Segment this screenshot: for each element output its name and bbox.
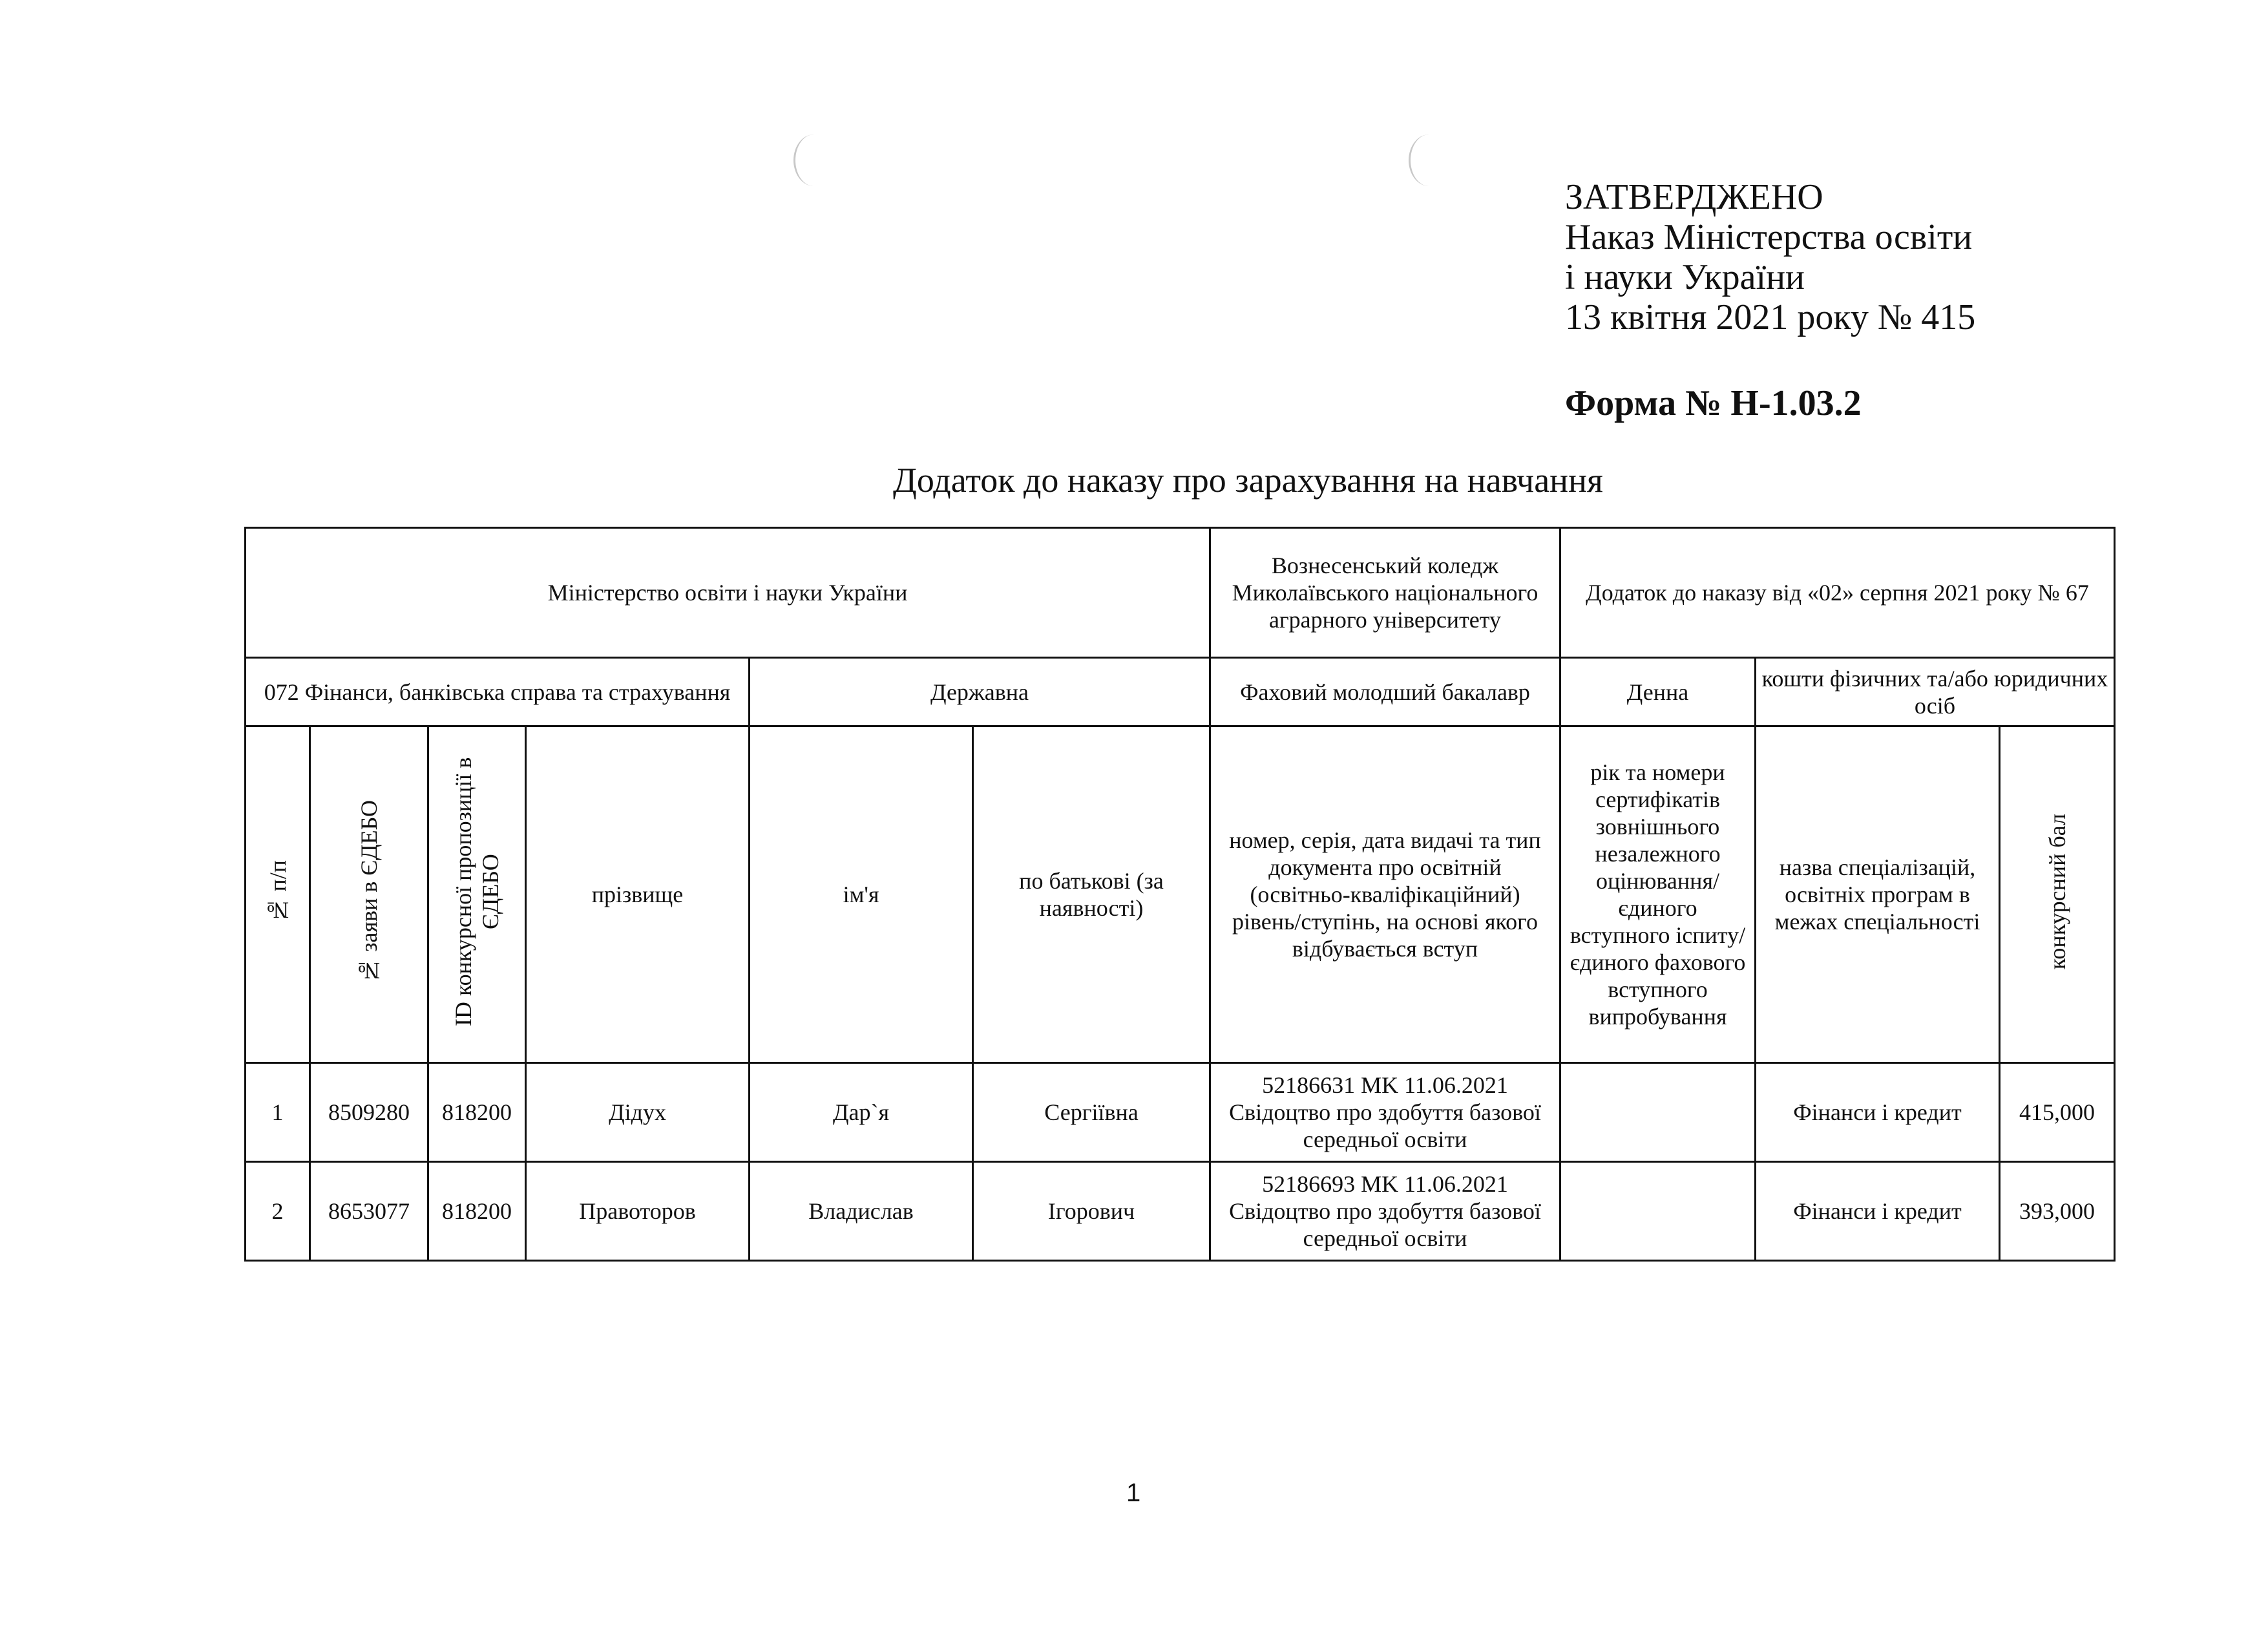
punch-mark-left bbox=[793, 134, 834, 186]
col-header-application-label: № заяви в ЄДЕБО bbox=[356, 799, 382, 984]
row-certificates bbox=[1560, 1063, 1756, 1162]
row-specialization: Фінанси і кредит bbox=[1756, 1063, 2000, 1162]
col-header-score bbox=[2000, 726, 2115, 1063]
punch-mark-right bbox=[1409, 134, 1449, 186]
col-header-certificates: рік та номери сертифікатів зовнішнього незалежного оцінювання/ єдиного вступного іспиту/ єдиного фахового вступного випробування bbox=[1560, 726, 1756, 1063]
col-header-patronymic: по батькові (за наявності) bbox=[973, 726, 1210, 1063]
degree-cell: Фаховий молодший бакалавр bbox=[1210, 658, 1560, 726]
col-header-offer-id bbox=[428, 726, 526, 1063]
row-name: Дар`я bbox=[750, 1063, 973, 1162]
col-header-score-label: конкурсний бал bbox=[2044, 813, 2070, 970]
row-name: Владислав bbox=[750, 1162, 973, 1261]
row-specialization: Фінанси і кредит bbox=[1756, 1162, 2000, 1261]
row-surname: Правоторов bbox=[526, 1162, 750, 1261]
col-header-num bbox=[246, 726, 310, 1063]
form-number: Форма № Н-1.03.2 bbox=[1565, 383, 1862, 423]
col-header-application bbox=[310, 726, 428, 1063]
table-row bbox=[246, 1162, 2115, 1261]
row-document: 52186693 MK 11.06.2021 Свідоцтво про здобуття базової середньої освіти bbox=[1210, 1162, 1560, 1261]
specialty-cell: 072 Фінанси, банківська справа та страхування bbox=[246, 658, 750, 726]
document-title: Додаток до наказу про зарахування на навчання bbox=[893, 461, 1603, 500]
row-document: 52186631 MK 11.06.2021 Свідоцтво про здобуття базової середньої освіти bbox=[1210, 1063, 1560, 1162]
page-number: 1 bbox=[1126, 1479, 1141, 1507]
row-num: 1 bbox=[246, 1063, 310, 1162]
approval-block bbox=[1565, 177, 1975, 337]
row-score: 415,000 bbox=[2000, 1063, 2115, 1162]
row-offer-id: 818200 bbox=[428, 1063, 526, 1162]
row-offer-id: 818200 bbox=[428, 1162, 526, 1261]
funding-source-cell: кошти фізичних та/або юридичних осіб bbox=[1756, 658, 2115, 726]
col-header-surname: прізвище bbox=[526, 726, 750, 1063]
col-header-specialization: назва спеціалізацій, освітніх програм в межах спеціальності bbox=[1756, 726, 2000, 1063]
row-application: 8509280 bbox=[310, 1063, 428, 1162]
approval-line-2: Наказ Міністерства освіти bbox=[1565, 217, 1973, 257]
study-form-cell: Денна bbox=[1560, 658, 1756, 726]
row-score: 393,000 bbox=[2000, 1162, 2115, 1261]
enrollment-table bbox=[244, 527, 2116, 1262]
col-header-name: ім'я bbox=[750, 726, 973, 1063]
college-cell: Вознесенський коледж Миколаївського національного аграрного університету bbox=[1210, 528, 1560, 658]
row-application: 8653077 bbox=[310, 1162, 428, 1261]
order-ref-cell: Додаток до наказу від «02» серпня 2021 року № 67 bbox=[1560, 528, 2115, 658]
funding-type-cell: Державна bbox=[750, 658, 1210, 726]
table-row bbox=[246, 1063, 2115, 1162]
col-header-offer-id-label: ID конкурсної пропозиції в ЄДЕБО bbox=[450, 757, 503, 1026]
row-surname: Дідух bbox=[526, 1063, 750, 1162]
header-row-1 bbox=[246, 528, 2115, 658]
col-header-num-label: № п/п bbox=[264, 860, 291, 924]
ministry-cell: Міністерство освіти і науки України bbox=[246, 528, 1210, 658]
approval-line-1: ЗАТВЕРДЖЕНО bbox=[1565, 177, 1823, 217]
header-row-2 bbox=[246, 658, 2115, 726]
row-num: 2 bbox=[246, 1162, 310, 1261]
row-certificates bbox=[1560, 1162, 1756, 1261]
column-header-row bbox=[246, 726, 2115, 1063]
row-patronymic: Сергіївна bbox=[973, 1063, 1210, 1162]
row-patronymic: Ігорович bbox=[973, 1162, 1210, 1261]
approval-line-4: 13 квітня 2021 року № 415 bbox=[1565, 297, 1976, 337]
approval-line-3: і науки України bbox=[1565, 257, 1805, 297]
col-header-document: номер, серія, дата видачі та тип документа про освітній (освітньо-кваліфікаційний) рівень/ступінь, на основі якого відбувається вступ bbox=[1210, 726, 1560, 1063]
